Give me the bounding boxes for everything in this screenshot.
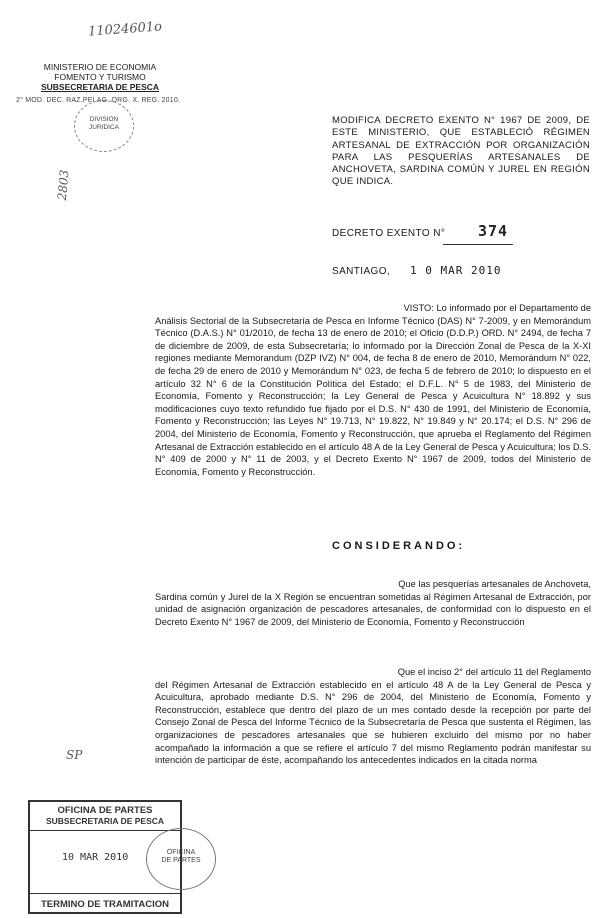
juridica-seal <box>74 100 134 152</box>
handwritten-side-number: 2803 <box>54 169 72 201</box>
considerando-heading: CONSIDERANDO: <box>332 540 466 552</box>
stamp-subsecretaria: SUBSECRETARIA DE PESCA <box>45 816 165 826</box>
ministry-name: MINISTERIO DE ECONOMIA <box>43 62 157 72</box>
p2-text: del Régimen Artesanal de Extracción establecido en el artículo 48 A de la Ley General de Pesca y Acuicultura, aprobado mediante D.S. N° 296 de 2004, del Ministerio de Economía, Fomento y Reconstrucción, establece que dentro del plazo de un mes contado desde la recepción por parte del Consejo Zonal de Pesca del Informe Técnico de la Subsecretaría de Pesca que sustenta el Régimen, las organizaciones de pescadores artesanales que se hubieren excluido del mismo por no haber acompañado la información a que se refiere el artículo 7 del mismo Reglamento podrán manifestar su intención de participar de éste, acompañando los antecedentes indicados en la citada norma <box>155 679 591 766</box>
p1-text: Sardina común y Jurel de la X Región se encuentran sometidas al Régimen Artesanal de Extracción, por unidad de asignación organización de pescadores artesanales, de conformidad con lo dispuesto en el Decreto Exento N° 1967 de 2009, del Ministerio de Economía, Fomento y Reconstrucción <box>155 591 591 627</box>
considerando-paragraph-1 <box>155 578 591 628</box>
subsecretaria-name: SUBSECRETARIA DE PESCA <box>40 82 160 92</box>
decree-number: 374 <box>478 222 509 240</box>
seal-line-1: DIVISION <box>89 116 119 123</box>
decree-number-underline <box>443 244 513 245</box>
document-code: 2° MOD. DEC. RAZ.PELAG. ORG. X. REG. 2010. <box>16 97 181 104</box>
visto-lead: VISTO: <box>403 303 434 313</box>
handwritten-number: 11024601o <box>87 19 163 40</box>
seal-line-2: JURIDICA <box>89 124 119 131</box>
place: SANTIAGO, <box>332 266 391 277</box>
p2-first-line: Que el inciso 2° del artículo 11 del Reglamento <box>397 667 591 677</box>
considerando-paragraph-2 <box>155 666 591 767</box>
decree-date: 1 0 MAR 2010 <box>410 264 502 277</box>
p1-first-line: Que las pesquerías artesanales de Anchoveta, <box>398 579 591 589</box>
decree-title: MODIFICA DECRETO EXENTO N° 1967 DE 2009, DE ESTE MINISTERIO, QUE ESTABLECIÓ RÉGIMEN ARTESANAL DE EXTRACCIÓN POR ORGANIZACIÓN PARA LAS PESQUERÍAS ARTESANALES DE ANCHOVETA, SARDINA COMÚN Y JUREL EN REGIÓN QUE INDICA. <box>332 115 590 188</box>
stamp-office: OFICINA DE PARTES <box>57 805 153 816</box>
decree-label: DECRETO EXENTO N° <box>332 228 446 239</box>
ministry-area: FOMENTO Y TURISMO <box>54 72 146 82</box>
handwritten-initials: SP <box>66 748 83 762</box>
visto-text: Análisis Sectorial de la Subsecretaría de Pesca en Informe Técnico (DAS) N° 7-2009, y en Memorándum Técnico (D.A.S.) N° 01/2010, de fecha 13 de enero de 2010; el Oficio (D.D.P.) ORD. N° 2494, de fecha 7 de diciembre de 2009, de esta Subsecretaría; lo informado por la Dirección Zonal de Pesca de la X-XI regiones mediante Memorandum (DZP IVZ) N° 004, de fecha 8 de enero de 2010, Memorándum N° 022, de fecha 29 de enero de 2010 y Memorándum N° 023, de fecha 5 de febrero de 2010; lo dispuesto en el artículo 32 N° 6 de la Constitución Política del Estado; el D.F.L. N° 5 de 1983, del Ministerio de Economía, Fomento y Reconstrucción; la Ley General de Pesca y Acuicultura N° 18.892 y sus modificaciones cuyo texto refundido fue fijado por el D.S. N° 430 de 1991, del Ministerio de Economía, Fomento y Reconstrucción; las Leyes N° 19.713, N° 19.822, N° 19.849 y N° 20.174; el D.S. N° 296 de 2004, del Ministerio de Economía, Fomento y Reconstrucción, que aprueba el Reglamento del Régimen Artesanal de Extracción establecido en el artículo 48 A de la Ley General de Pesca y Acuicultura; los D.S. N° 409 de 2000 y N° 11 de 2003, y el Decreto Exento N° 1967 de 2009, todos del Ministerio de Economía, Fomento y Reconstrucción. <box>155 315 591 477</box>
office-round-stamp <box>146 828 216 890</box>
round-stamp-line-1: OFICINA <box>166 849 196 856</box>
visto-section <box>155 302 591 478</box>
stamp-date: 10 MAR 2010 <box>62 852 129 863</box>
round-stamp-line-2: DE PARTES <box>161 857 201 864</box>
letterhead <box>20 62 180 92</box>
stamp-footer: TERMINO DE TRAMITACION <box>40 899 170 910</box>
visto-first-line: Lo informado por el Departamento de <box>436 303 591 313</box>
